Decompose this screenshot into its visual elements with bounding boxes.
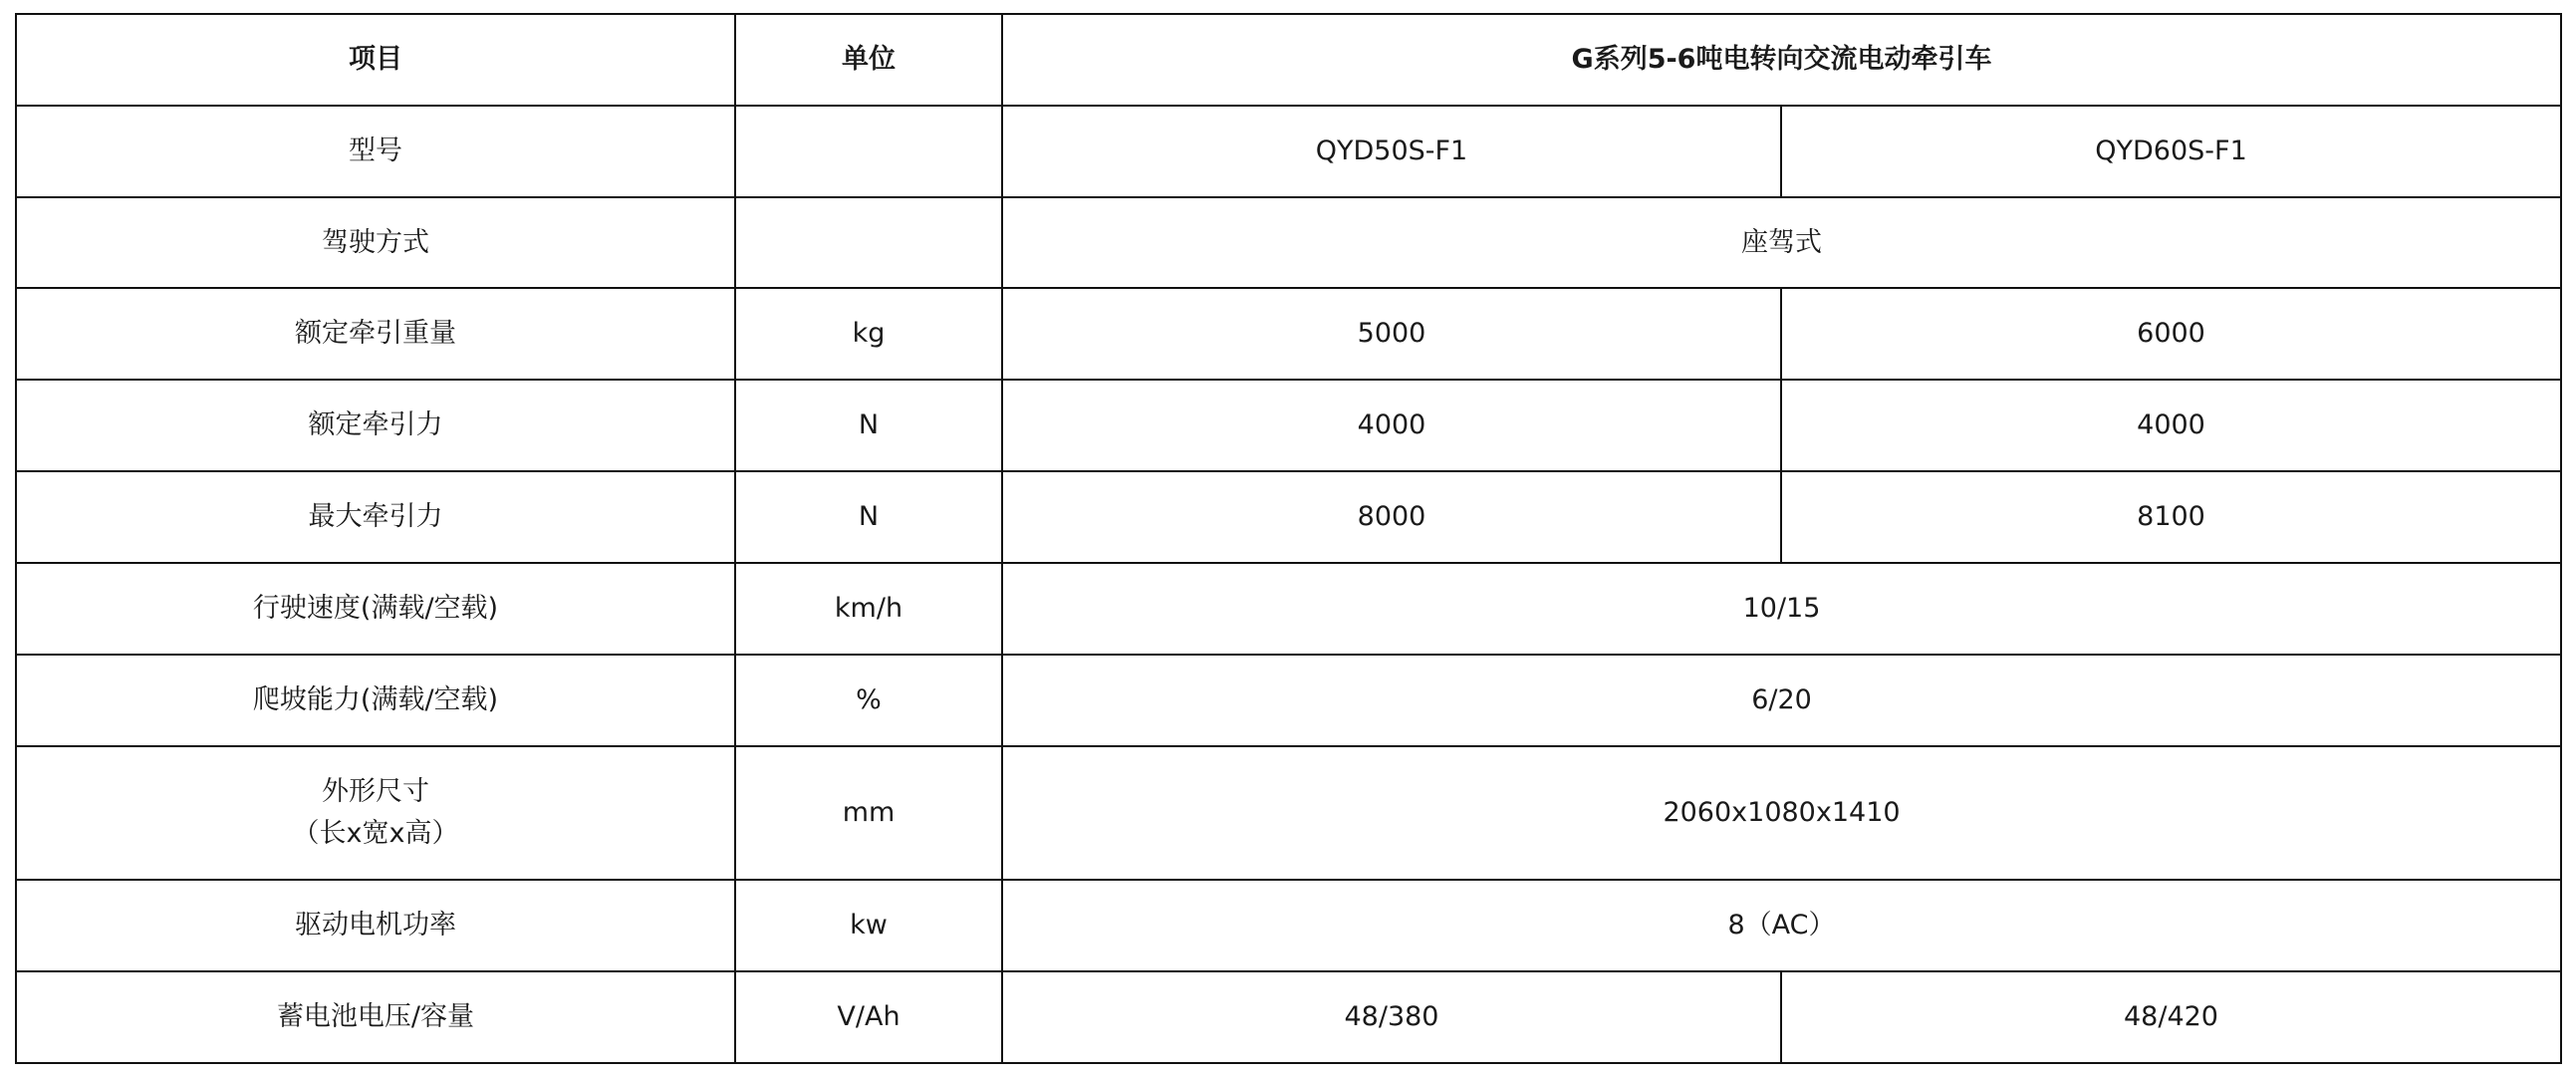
spec-table xyxy=(15,13,2562,1064)
row-label: 型号 xyxy=(16,106,735,197)
row-label: 驾驶方式 xyxy=(16,197,735,289)
header-unit: 单位 xyxy=(735,14,1002,106)
row-label: 行驶速度(满载/空载) xyxy=(16,563,735,655)
table-row-driving-mode xyxy=(16,197,2561,289)
header-item: 项目 xyxy=(16,14,735,106)
row-label xyxy=(16,746,735,881)
row-label: 额定牵引重量 xyxy=(16,288,735,380)
row-value-qyd50: 8000 xyxy=(1002,471,1781,563)
table-row-dimensions xyxy=(16,746,2561,881)
row-value-qyd50: QYD50S-F1 xyxy=(1002,106,1781,197)
table-row-gradeability xyxy=(16,655,2561,746)
row-unit xyxy=(735,106,1002,197)
row-value-qyd50: 5000 xyxy=(1002,288,1781,380)
row-value-merged: 座驾式 xyxy=(1002,197,2561,289)
row-unit: mm xyxy=(735,746,1002,881)
row-unit: N xyxy=(735,380,1002,471)
row-value-merged: 8（AC） xyxy=(1002,880,2561,971)
row-value-qyd50: 4000 xyxy=(1002,380,1781,471)
row-value-merged: 10/15 xyxy=(1002,563,2561,655)
header-series-title: G系列5-6吨电转向交流电动牵引车 xyxy=(1002,14,2561,106)
row-unit: N xyxy=(735,471,1002,563)
table-row-travel-speed xyxy=(16,563,2561,655)
table-row-motor-power xyxy=(16,880,2561,971)
row-label: 最大牵引力 xyxy=(16,471,735,563)
row-label: 蓄电池电压/容量 xyxy=(16,971,735,1063)
row-unit: kw xyxy=(735,880,1002,971)
row-unit: km/h xyxy=(735,563,1002,655)
row-label-line-1: 外形尺寸 xyxy=(322,775,429,807)
row-value-merged: 2060x1080x1410 xyxy=(1002,746,2561,881)
row-value-qyd60: 4000 xyxy=(1781,380,2561,471)
row-label: 爬坡能力(满载/空载) xyxy=(16,655,735,746)
table-row-rated-towing-weight xyxy=(16,288,2561,380)
row-unit xyxy=(735,197,1002,289)
table-row-rated-traction xyxy=(16,380,2561,471)
row-value-qyd50: 48/380 xyxy=(1002,971,1781,1063)
table-header-row xyxy=(16,14,2561,106)
row-unit: V/Ah xyxy=(735,971,1002,1063)
row-value-qyd60: 48/420 xyxy=(1781,971,2561,1063)
row-value-merged: 6/20 xyxy=(1002,655,2561,746)
row-unit: % xyxy=(735,655,1002,746)
table-row-battery xyxy=(16,971,2561,1063)
row-value-qyd60: 8100 xyxy=(1781,471,2561,563)
row-value-qyd60: 6000 xyxy=(1781,288,2561,380)
row-label-line-2: （长x宽x高） xyxy=(292,817,459,849)
row-label: 额定牵引力 xyxy=(16,380,735,471)
row-label: 驱动电机功率 xyxy=(16,880,735,971)
row-value-qyd60: QYD60S-F1 xyxy=(1781,106,2561,197)
table-row-model xyxy=(16,106,2561,197)
table-row-max-traction xyxy=(16,471,2561,563)
row-unit: kg xyxy=(735,288,1002,380)
